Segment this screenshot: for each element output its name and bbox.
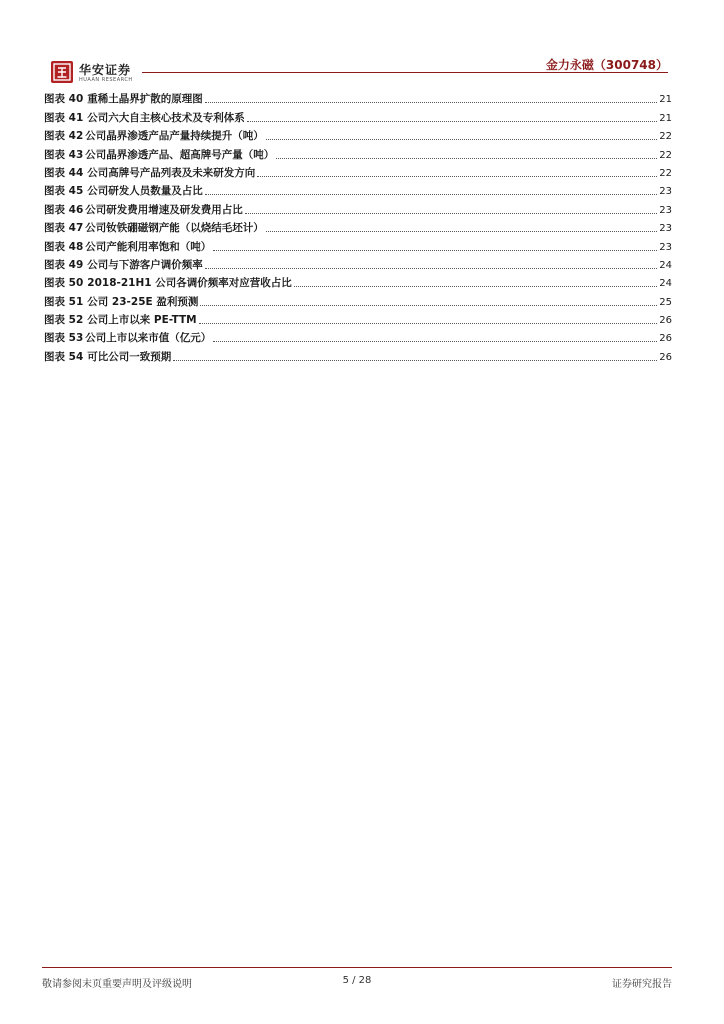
toc-leader-dots bbox=[257, 176, 657, 177]
toc-entry-label: 图表 51 bbox=[44, 295, 84, 308]
toc-entry-label: 图表 43 bbox=[44, 148, 84, 161]
toc-leader-dots bbox=[205, 268, 657, 269]
toc-leader-dots bbox=[294, 286, 658, 287]
toc-entry-title: 公司产能利用率饱和（吨） bbox=[85, 240, 212, 253]
toc-entry-label: 图表 41 bbox=[44, 111, 84, 124]
toc-entry-title: 公司高牌号产品列表及未来研发方向 bbox=[87, 166, 256, 179]
toc-entry-page: 24 bbox=[659, 259, 672, 271]
toc-entry[interactable] bbox=[44, 290, 672, 308]
toc-entry-page: 23 bbox=[659, 186, 672, 198]
brand-english: HUAAN RESEARCH bbox=[79, 77, 133, 83]
huaan-logo-icon bbox=[50, 60, 74, 84]
toc-entry-label: 图表 49 bbox=[44, 258, 84, 271]
toc-entry[interactable] bbox=[44, 125, 672, 143]
toc-entry-title: 公司六大自主核心技术及专利体系 bbox=[87, 111, 245, 124]
toc-entry-page: 23 bbox=[659, 241, 672, 253]
company-title: 金力永磁（300748） bbox=[545, 58, 668, 72]
page-number: 5 / 28 bbox=[342, 975, 372, 986]
footer-divider bbox=[42, 967, 672, 968]
toc-entry-label: 图表 48 bbox=[44, 240, 84, 253]
toc-entry[interactable] bbox=[44, 88, 672, 106]
toc-entry-page: 26 bbox=[659, 333, 672, 345]
toc-entry-label: 图表 45 bbox=[44, 185, 84, 198]
toc-entry-page: 21 bbox=[659, 94, 672, 106]
toc-leader-dots bbox=[266, 139, 657, 140]
toc-entry-title: 公司研发费用增速及研发费用占比 bbox=[85, 203, 243, 216]
toc-entry-title: 重稀土晶界扩散的原理图 bbox=[87, 93, 203, 106]
toc-leader-dots bbox=[200, 305, 657, 306]
toc-entry[interactable] bbox=[44, 106, 672, 124]
toc-entry-page: 25 bbox=[659, 296, 672, 308]
page-footer bbox=[42, 967, 672, 990]
toc-entry-title: 公司 23-25E 盈利预测 bbox=[87, 295, 199, 308]
toc-entry-page: 22 bbox=[659, 131, 672, 143]
toc-entry-label: 图表 40 bbox=[44, 93, 84, 106]
toc-entry[interactable] bbox=[44, 309, 672, 327]
toc-entry[interactable] bbox=[44, 198, 672, 216]
toc-leader-dots bbox=[247, 121, 657, 122]
toc-leader-dots bbox=[266, 231, 657, 232]
toc-entry-label: 图表 44 bbox=[44, 166, 84, 179]
toc-leader-dots bbox=[245, 213, 657, 214]
toc-entry[interactable] bbox=[44, 180, 672, 198]
toc-entry-page: 26 bbox=[659, 351, 672, 363]
toc-entry[interactable] bbox=[44, 345, 672, 363]
toc-entry[interactable] bbox=[44, 143, 672, 161]
toc-leader-dots bbox=[213, 341, 657, 342]
toc-entry-title: 公司晶界渗透产品产量持续提升（吨） bbox=[85, 130, 264, 143]
toc-entry-title: 公司上市以来 PE-TTM bbox=[87, 314, 197, 327]
toc-entry-page: 26 bbox=[659, 315, 672, 327]
toc-leader-dots bbox=[213, 250, 657, 251]
toc-entry[interactable] bbox=[44, 235, 672, 253]
report-type: 证券研究报告 bbox=[612, 979, 672, 990]
page-header bbox=[50, 52, 668, 82]
footer-disclaimer: 敬请参阅末页重要声明及评级说明 bbox=[42, 979, 192, 990]
toc-entry-page: 22 bbox=[659, 167, 672, 179]
toc-entry-page: 24 bbox=[659, 278, 672, 290]
toc-entry-label: 图表 53 bbox=[44, 332, 84, 345]
toc-entry-title: 公司晶界渗透产品、超高牌号产量（吨） bbox=[85, 148, 275, 161]
toc-entry-label: 图表 47 bbox=[44, 222, 84, 235]
toc-entry-label: 图表 46 bbox=[44, 203, 84, 216]
toc-entry[interactable] bbox=[44, 254, 672, 272]
toc-entry-title: 公司研发人员数量及占比 bbox=[87, 185, 203, 198]
toc-entry-page: 22 bbox=[659, 149, 672, 161]
toc-entry-page: 21 bbox=[659, 112, 672, 124]
toc-leader-dots bbox=[276, 158, 657, 159]
brand-name: 华安证券 bbox=[79, 63, 132, 77]
toc-entry-label: 图表 52 bbox=[44, 314, 84, 327]
toc-entry[interactable] bbox=[44, 327, 672, 345]
toc-entry-page: 23 bbox=[659, 223, 672, 235]
toc-entry-label: 图表 50 bbox=[44, 277, 84, 290]
toc-entry-label: 图表 54 bbox=[44, 350, 84, 363]
toc-entry[interactable] bbox=[44, 162, 672, 180]
toc-leader-dots bbox=[173, 360, 657, 361]
toc-entry-title: 2018-21H1 公司各调价频率对应营收占比 bbox=[87, 277, 292, 290]
toc-entry-title: 公司与下游客户调价频率 bbox=[87, 258, 203, 271]
toc-entry-label: 图表 42 bbox=[44, 130, 84, 143]
figure-index-list bbox=[44, 88, 672, 364]
toc-entry-title: 公司钕铁硼磁钢产能（以烧结毛坯计） bbox=[85, 222, 264, 235]
toc-leader-dots bbox=[205, 102, 657, 103]
toc-entry-title: 公司上市以来市值（亿元） bbox=[85, 332, 212, 345]
toc-entry-page: 23 bbox=[659, 204, 672, 216]
toc-leader-dots bbox=[205, 194, 657, 195]
toc-entry[interactable] bbox=[44, 217, 672, 235]
toc-leader-dots bbox=[199, 323, 658, 324]
toc-entry[interactable] bbox=[44, 272, 672, 290]
toc-entry-title: 可比公司一致预期 bbox=[87, 350, 172, 363]
